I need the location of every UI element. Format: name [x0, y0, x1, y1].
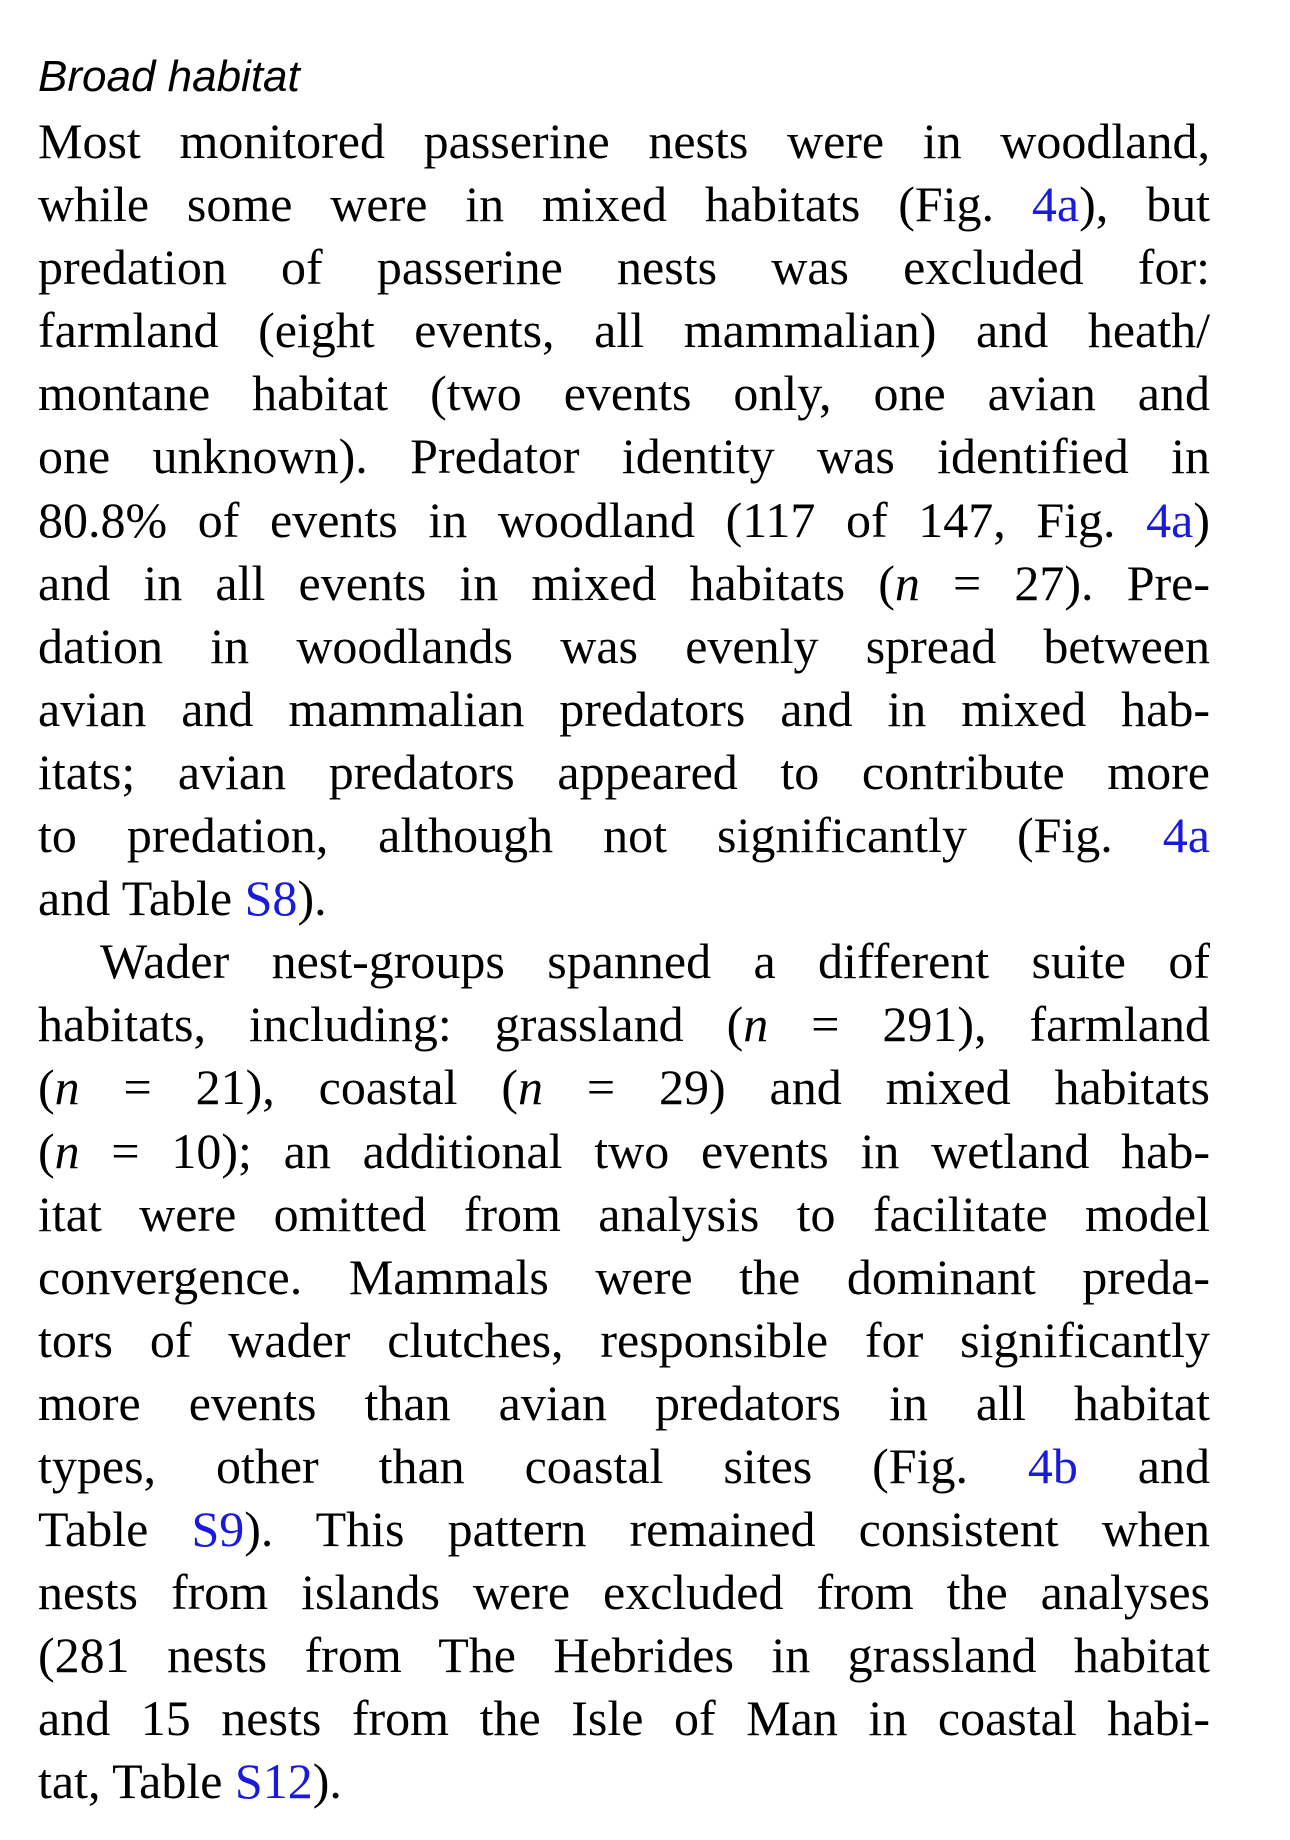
text-run: = 291), farmland: [768, 996, 1210, 1053]
line-content: [38, 1624, 1210, 1687]
line-content: [38, 678, 1210, 741]
text-line: [38, 1309, 1210, 1372]
text-line: [38, 1687, 1210, 1750]
text-run: = 29) and mixed habitats: [543, 1059, 1210, 1116]
line-content: [38, 1498, 1210, 1561]
text-run: dation in woodlands was evenly spread between: [38, 617, 1210, 674]
reference-link[interactable]: S9: [191, 1501, 245, 1558]
text-run: avian and mammalian predators and in mixed hab-: [38, 680, 1210, 737]
text-run: = 21), coastal (: [79, 1059, 519, 1116]
line-content: [38, 741, 1210, 804]
text-line: [38, 425, 1210, 488]
text-run: ). This pattern remained consistent when: [244, 1501, 1211, 1558]
text-run: (: [38, 1059, 55, 1116]
line-content: [38, 110, 1210, 173]
text-line: [38, 1624, 1210, 1687]
line-content: [38, 1120, 1210, 1183]
section-heading: Broad habitat: [38, 52, 300, 101]
text-run: Table: [38, 1501, 192, 1558]
line-content: [38, 615, 1210, 678]
text-run: tors of wader clutches, responsible for significantly: [38, 1311, 1210, 1368]
text-line: [38, 362, 1210, 425]
text-run: 80.8% of events in woodland (117 of 147, Fig.: [38, 491, 1147, 548]
reference-link[interactable]: S12: [234, 1753, 313, 1810]
italic-variable: n: [54, 1059, 80, 1116]
text-line: [38, 1372, 1210, 1435]
text-run: farmland (eight events, all mammalian) and heath/: [38, 302, 1210, 359]
text-run: predation of passerine nests was excluded for:: [38, 239, 1210, 296]
text-run: types, other than coastal sites (Fig.: [38, 1437, 1028, 1494]
text-run: habitats, including: grassland (: [38, 996, 744, 1053]
text-line: [38, 299, 1210, 362]
line-content: [38, 993, 1210, 1056]
line-content: [38, 173, 1210, 236]
text-run: while some were in mixed habitats (Fig.: [38, 176, 1032, 233]
text-line: [38, 1183, 1210, 1246]
text-line: [38, 1120, 1210, 1183]
line-content: [38, 1561, 1210, 1624]
text-run: ), but: [1079, 176, 1210, 233]
text-line: [38, 552, 1210, 615]
text-line: [38, 1056, 1210, 1119]
text-run: to predation, although not significantly (Fig.: [38, 807, 1163, 864]
text-run: Wader nest-groups spanned a different suite of: [100, 933, 1210, 990]
text-run: one unknown). Predator identity was identified in: [38, 428, 1210, 485]
text-run: (: [38, 1122, 55, 1179]
line-content: [38, 362, 1210, 425]
reference-link[interactable]: 4a: [1031, 176, 1080, 233]
text-run: Most monitored passerine nests were in woodland,: [38, 113, 1210, 169]
reference-link[interactable]: 4b: [1027, 1437, 1078, 1494]
text-run: and: [1077, 1437, 1210, 1494]
text-run: itat were omitted from analysis to facilitate model: [38, 1185, 1210, 1242]
text-line: [38, 741, 1210, 804]
line-content: [38, 804, 1210, 867]
line-content: [38, 236, 1210, 299]
reference-link[interactable]: S8: [244, 870, 298, 927]
line-content: [38, 1750, 1210, 1813]
line-content: [38, 552, 1210, 615]
text-run: convergence. Mammals were the dominant preda-: [38, 1248, 1210, 1305]
text-run: ).: [312, 1753, 342, 1810]
body-text: [38, 110, 1210, 1814]
text-line: [38, 804, 1210, 867]
text-line: [38, 1750, 1210, 1813]
line-content: [38, 425, 1210, 488]
text-run: and in all events in mixed habitats (: [38, 554, 895, 611]
text-run: ): [1193, 491, 1210, 548]
text-run: = 27). Pre-: [919, 554, 1210, 611]
line-content: [38, 1687, 1210, 1750]
line-content: [38, 1435, 1210, 1498]
italic-variable: n: [54, 1122, 80, 1179]
text-run: (281 nests from The Hebrides in grassland habitat: [38, 1627, 1210, 1684]
line-content: [100, 930, 1210, 993]
text-run: itats; avian predators appeared to contribute more: [38, 743, 1210, 800]
text-line: [38, 173, 1210, 236]
text-line: [38, 930, 1210, 993]
text-run: tat, Table: [38, 1753, 235, 1810]
text-run: more events than avian predators in all habitat: [38, 1374, 1210, 1431]
text-run: and Table: [38, 870, 245, 927]
text-line: [38, 1561, 1210, 1624]
italic-variable: n: [518, 1059, 544, 1116]
line-content: [38, 489, 1210, 552]
text-line: [38, 615, 1210, 678]
line-content: [38, 867, 1210, 930]
reference-link[interactable]: 4a: [1146, 491, 1194, 548]
text-line: [38, 110, 1210, 173]
text-line: [38, 678, 1210, 741]
line-content: [38, 1309, 1210, 1372]
text-run: = 10); an additional two events in wetland hab-: [79, 1122, 1210, 1179]
line-content: [38, 299, 1210, 362]
text-line: [38, 1435, 1210, 1498]
text-line: [38, 867, 1210, 930]
text-run: ).: [297, 870, 327, 927]
line-content: [38, 1056, 1210, 1119]
line-content: [38, 1246, 1210, 1309]
italic-variable: n: [743, 996, 769, 1053]
reference-link[interactable]: 4a: [1162, 807, 1210, 864]
text-run: montane habitat (two events only, one avian and: [38, 365, 1210, 422]
line-content: [38, 1183, 1210, 1246]
text-line: [38, 1498, 1210, 1561]
text-run: and 15 nests from the Isle of Man in coastal habi-: [38, 1690, 1210, 1747]
text-line: [38, 993, 1210, 1056]
text-line: [38, 489, 1210, 552]
line-content: [38, 1372, 1210, 1435]
italic-variable: n: [894, 554, 920, 611]
text-line: [38, 236, 1210, 299]
text-line: [38, 1246, 1210, 1309]
text-run: nests from islands were excluded from the analyses: [38, 1564, 1210, 1621]
